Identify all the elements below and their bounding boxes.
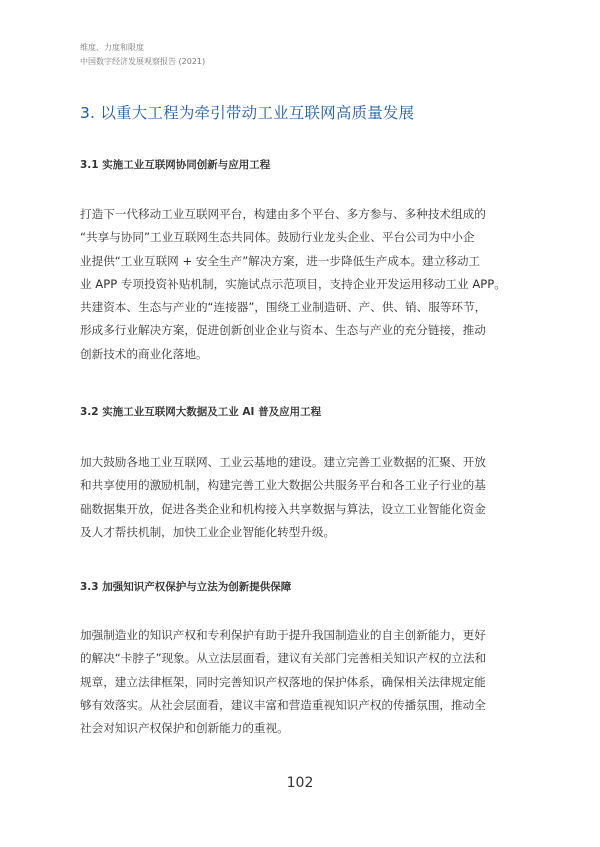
paragraph-line: 业提供“工业互联网 + 安全生产”解决方案，进一步降低生产成本。建立移动工	[80, 253, 481, 268]
paragraph-line: 加大鼓励各地工业互联网、工业云基地的建设。建立完善工业数据的汇聚、开放	[80, 455, 486, 469]
paragraph-line: 打造下一代移动工业互联网平台，构建由多个平台、多方参与、多种技术组成的	[80, 207, 486, 221]
paragraph-line: 和共享使用的激励机制，构建完善工业大数据公共服务平台和各工业子行业的基	[80, 478, 486, 493]
paragraph-3-3	[80, 624, 540, 740]
page-number: 102	[286, 775, 314, 791]
subsection-title-3-3: 3.3 加强知识产权保护与立法为创新提供保障	[80, 581, 292, 593]
paragraph-line: 创新技术的商业化落地。	[80, 346, 208, 361]
paragraph-3-2	[80, 451, 540, 544]
paragraph-line: 规章，建立法律框架，同时完善知识产权落地的保护体系，确保相关法律规定能	[80, 674, 486, 689]
paragraph-line: 够有效落实。从社会层面看，建议丰富和营造重视知识产权的传播氛围，推动全	[80, 697, 486, 712]
paragraph-line: 共建资本、生态与产业的“连接器”，围绕工业制造研、产、供、销、服等环节，	[80, 300, 487, 315]
paragraph-line: 形成多行业解决方案，促进创新创业企业与资本、生态与产业的充分链接，推动	[80, 323, 486, 338]
paragraph-line: 的解决“卡脖子”现象。从立法层面看，建议有关部门完善相关知识产权的立法和	[80, 651, 487, 666]
subsection-title-3-2: 3.2 实施工业互联网大数据及工业 AI 普及应用工程	[80, 406, 322, 418]
paragraph-line: 业 APP 专项投资补贴机制，实施试点示范项目，支持企业开发运用移动工业 APP。	[80, 276, 506, 291]
paragraph-line: 社会对知识产权保护和创新能力的重视。	[80, 721, 289, 736]
subsection-title-3-1: 3.1 实施工业互联网协同创新与应用工程	[80, 159, 271, 171]
paragraph-line: 及人才帮扶机制，加快工业企业智能化转型升级。	[80, 524, 336, 539]
section-title: 3. 以重大工程为牵引带动工业互联网高质量发展	[80, 104, 415, 122]
running-header-title: 维度、力度和限度	[80, 43, 144, 52]
paragraph-line: 加强制造业的知识产权和专利保护有助于提升我国制造业的自主创新能力，更好	[80, 628, 486, 642]
running-header-subtitle: 中国数字经济发展观察报告 (2021)	[80, 57, 206, 66]
paragraph-line: “共享与协同”工业互联网生态共同体。鼓励行业龙头企业、平台公司为中小企	[80, 230, 475, 245]
paragraph-3-1	[80, 203, 540, 366]
paragraph-line: 础数据集开放，促进各类企业和机构接入共享数据与算法，设立工业智能化资金	[80, 501, 486, 516]
